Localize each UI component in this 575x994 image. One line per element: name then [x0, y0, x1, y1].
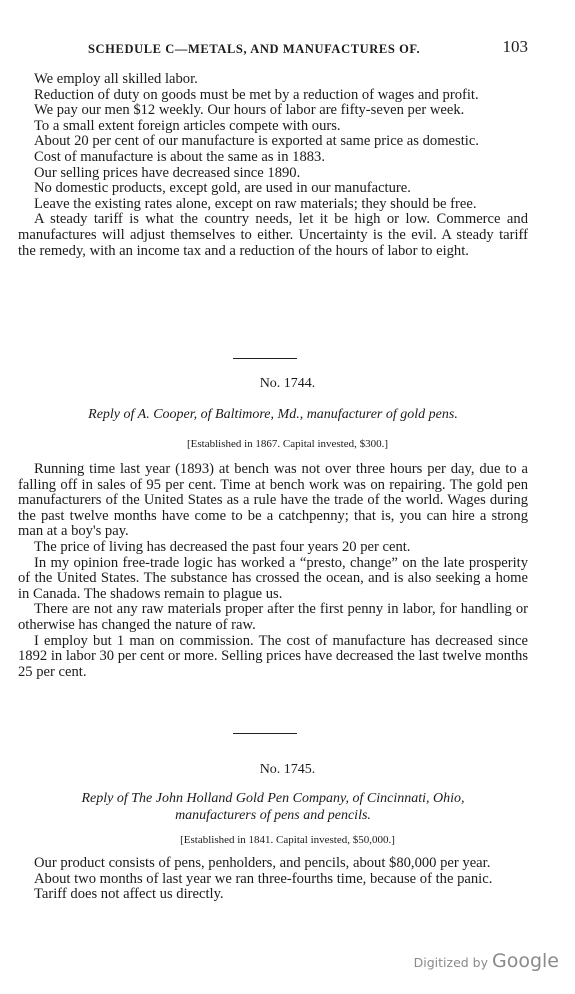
reply-heading-line: manufacturers of pens and pencils. — [175, 808, 371, 823]
paragraph: Our product consists of pens, penholders, and pencils, about $80,000 per year. — [34, 855, 491, 871]
paragraph: The price of living has decreased the past four years 20 per cent. — [34, 538, 411, 555]
paragraph: Tariff does not affect us directly. — [34, 886, 224, 903]
running-title: SCHEDULE C—METALS, AND MANUFACTURES OF. — [88, 42, 421, 56]
digitized-watermark — [414, 950, 559, 972]
section-divider — [233, 733, 297, 734]
section-divider — [233, 358, 297, 359]
paragraph: A steady tariff is what the country needs, let it be high or low. Commerce and manufactures will adjust themselves to either. Uncertainty is the evil. A steady tariff the remedy, with an income tax and a reduction of the hours of labor to eight. — [18, 211, 528, 259]
entry-number: No. 1745. — [259, 762, 316, 777]
entry-1745-body — [18, 856, 528, 903]
paragraph: To a small extent foreign articles compete with ours. — [34, 117, 341, 134]
established-note: [Established in 1867. Capital invested, $300.] — [186, 438, 389, 450]
paragraph: Running time last year (1893) at bench was not over three hours per day, due to a falling off in sales of 95 per cent. Time at bench work was on repairing. The gold pen manufacturers of the United States as a rule have the trade of the world. Wages during the past twelve months have come to be a catchpenny; that is, you can hire a strong man at a boy's pay. — [18, 461, 528, 540]
reply-heading-line: Reply of The John Holland Gold Pen Company, of Cincinnati, Ohio, — [81, 791, 465, 806]
reply-heading: Reply of A. Cooper, of Baltimore, Md., manufacturer of gold pens. — [88, 407, 458, 422]
paragraph: Cost of manufacture is about the same as in 1883. — [34, 148, 325, 165]
watermark-prefix: Digitized by — [413, 955, 488, 970]
established-note: [Established in 1841. Capital invested, $50,000.] — [180, 834, 395, 846]
paragraph: Our selling prices have decreased since 1890. — [34, 164, 301, 181]
running-head — [88, 37, 528, 58]
top-section — [18, 72, 528, 259]
paragraph: About 20 per cent of our manufacture is exported at same price as domestic. — [34, 133, 479, 150]
paragraph: There are not any raw materials proper after the first penny in labor, for handling or otherwise has changed the nature of raw. — [18, 601, 528, 633]
paragraph: We pay our men $12 weekly. Our hours of labor are fifty-seven per week. — [34, 102, 465, 119]
paragraph: Reduction of duty on goods must be met by a reduction of wages and profit. — [34, 86, 479, 103]
watermark-brand: Google — [491, 950, 559, 972]
paragraph: About two months of last year we ran three-fourths time, because of the panic. — [34, 870, 493, 887]
reply-heading — [18, 790, 528, 824]
paragraph: In my opinion free-trade logic has worked a “presto, change” on the late prosperity of the United States. The substance has crossed the ocean, and is also seeking a home in Canada. The shadows remain to plague us. — [18, 554, 528, 602]
paragraph: Leave the existing rates alone, except on raw materials; they should be free. — [34, 195, 477, 212]
entry-1744-body — [18, 462, 528, 680]
paragraph: I employ but 1 man on commission. The cost of manufacture has decreased since 1892 in labor 30 per cent or more. Selling prices have decreased the last twelve months 25 per cent. — [18, 632, 528, 680]
page-number: 103 — [502, 37, 528, 56]
paragraph: No domestic products, except gold, are used in our manufacture. — [34, 180, 411, 197]
paragraph: We employ all skilled labor. — [34, 71, 198, 87]
entry-number: No. 1744. — [259, 376, 316, 391]
